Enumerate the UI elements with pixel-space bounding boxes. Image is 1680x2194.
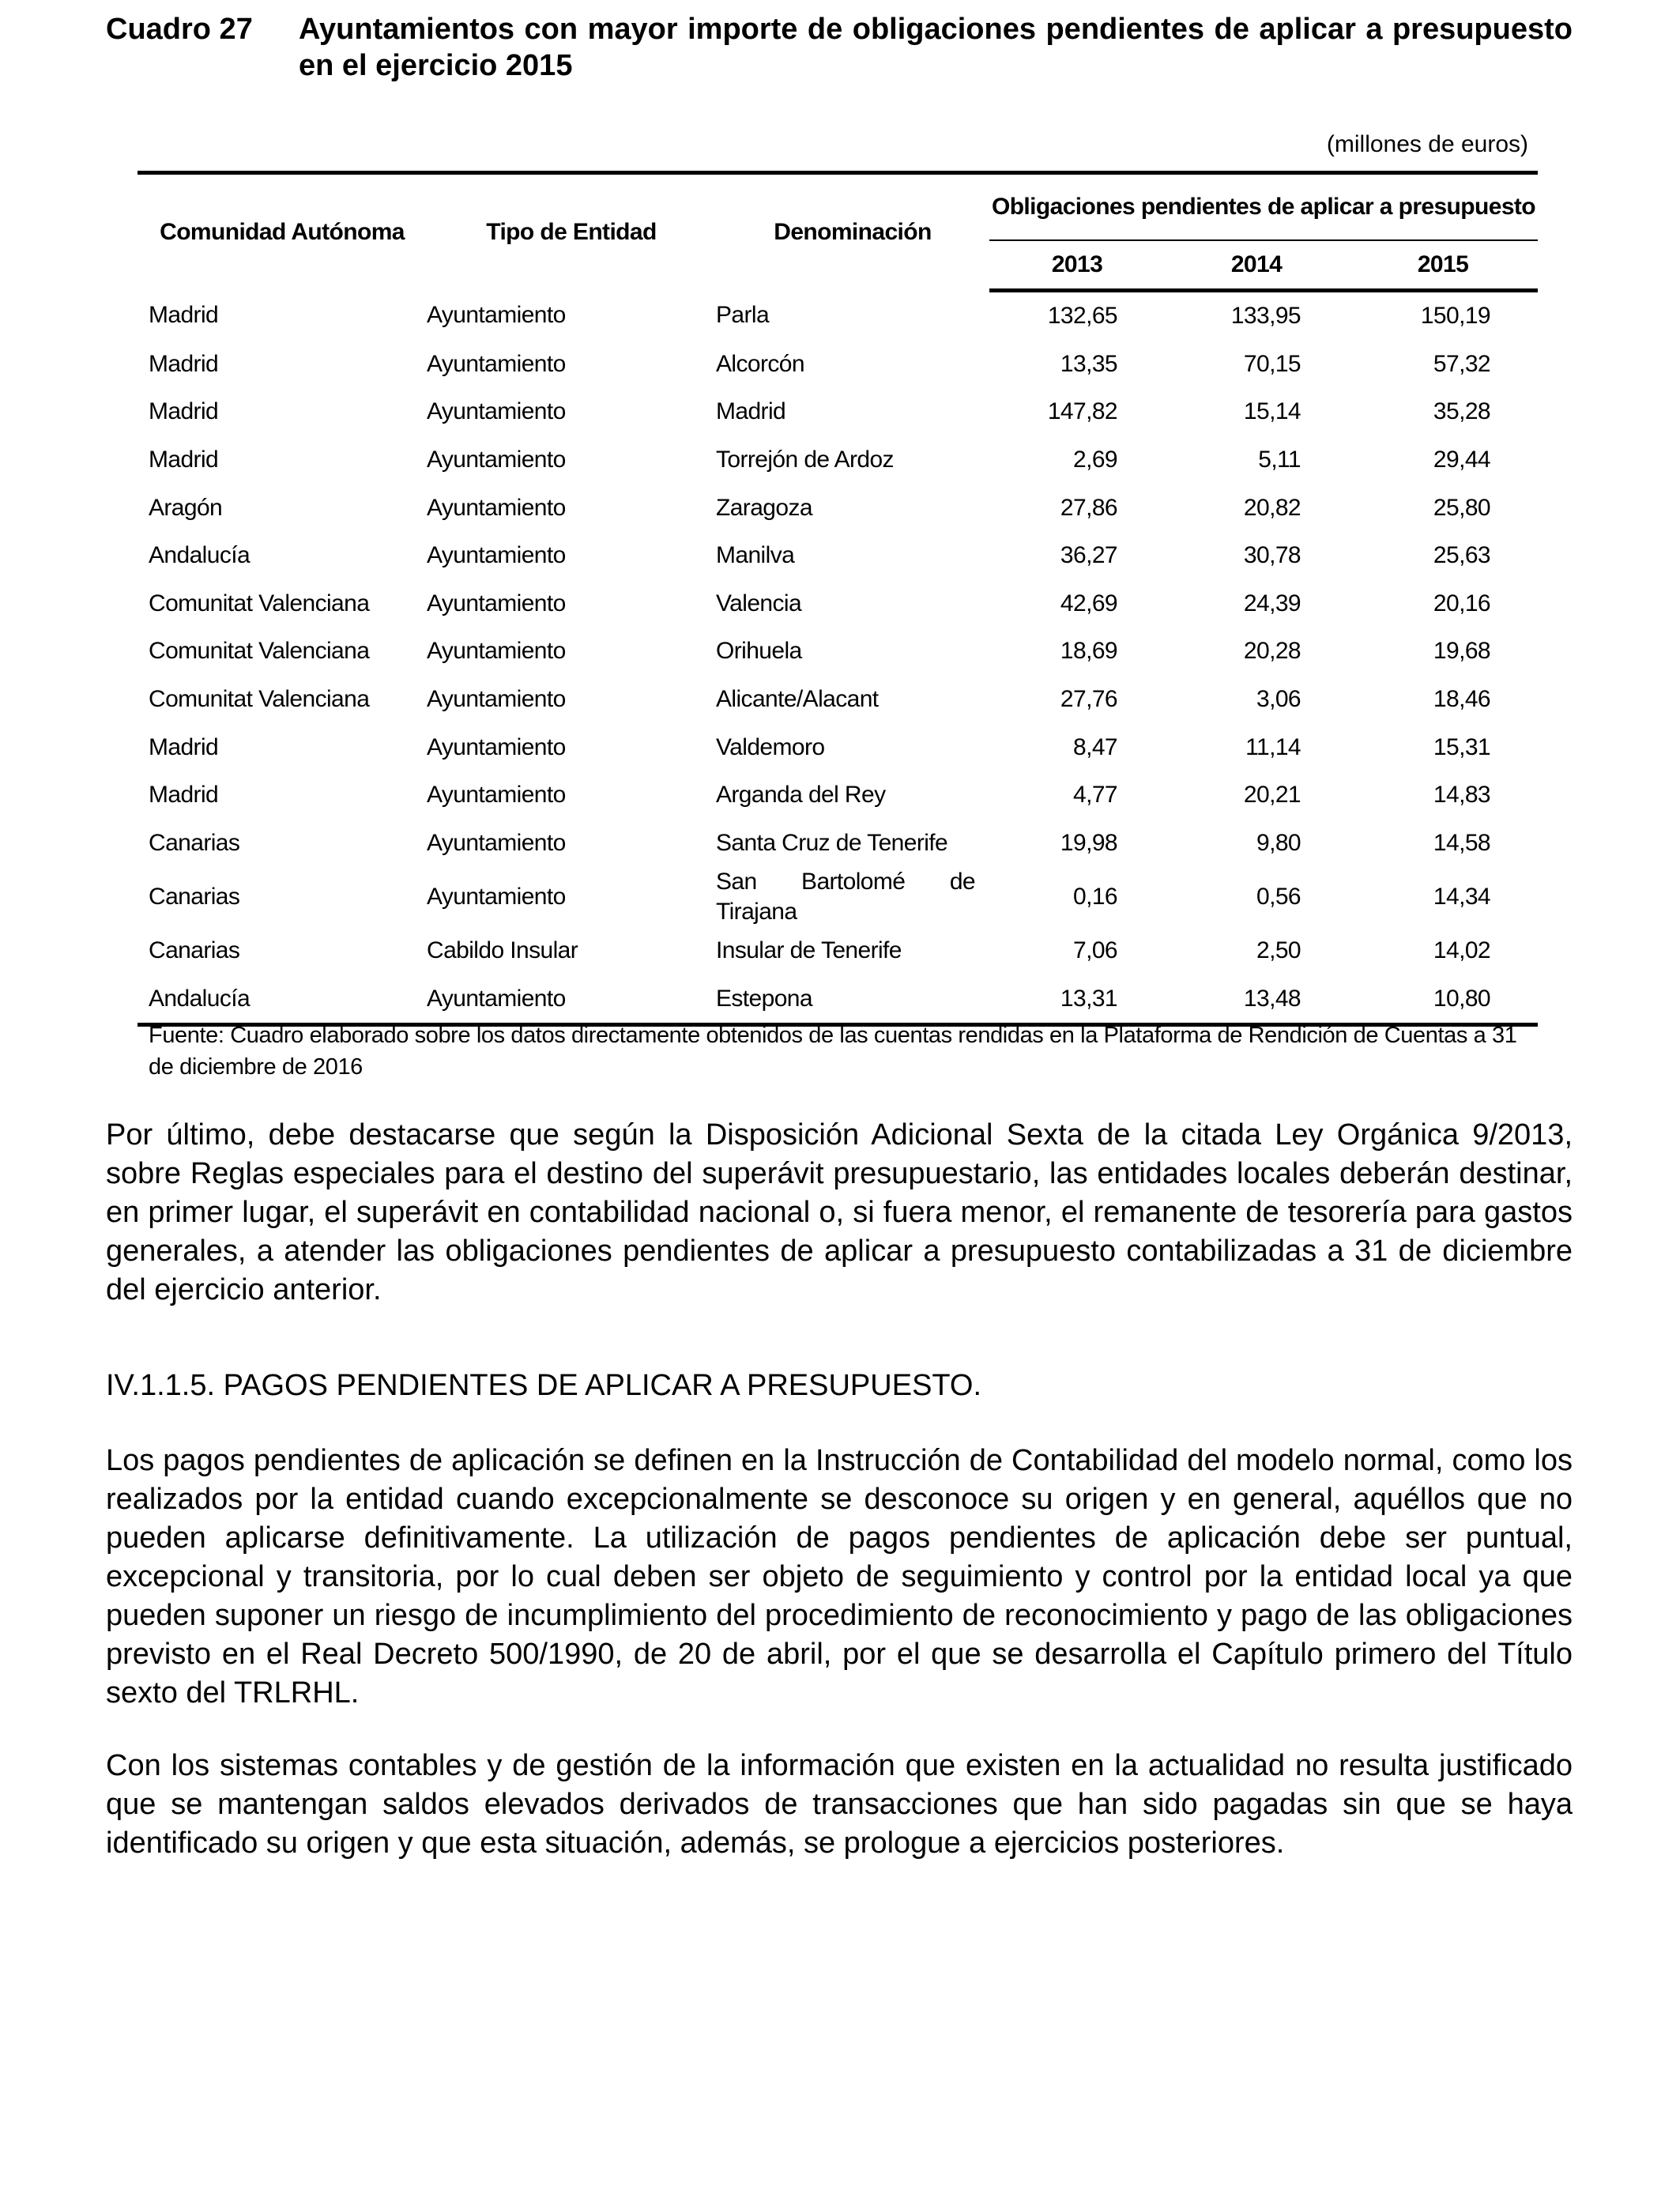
- header-denominacion: Denominación: [716, 173, 989, 291]
- cell-2014: 11,14: [1245, 733, 1301, 760]
- cell-2015: 150,19: [1420, 303, 1490, 330]
- table-row: [137, 723, 1538, 771]
- cell-denominacion: Torrejón de Ardoz: [716, 447, 894, 473]
- table-row: [137, 484, 1538, 532]
- cell-denominacion: Madrid: [716, 398, 786, 425]
- caption-title: Ayuntamientos con mayor importe de obligaciones pendientes de aplicar a presupuesto en el ejercicio 2015: [299, 13, 1573, 82]
- cell-2015: 14,83: [1433, 782, 1490, 809]
- cell-2014: 133,95: [1230, 303, 1301, 330]
- cell-2014: 3,06: [1256, 686, 1301, 713]
- cell-2015: 15,31: [1433, 733, 1490, 760]
- table-row: [137, 291, 1538, 341]
- cell-2015: 57,32: [1433, 350, 1490, 377]
- cell-2015: 20,16: [1433, 590, 1490, 616]
- cell-2015: 29,44: [1433, 447, 1490, 473]
- table-row: [137, 771, 1538, 820]
- cell-2013: 0,16: [1073, 884, 1117, 910]
- cell-denominacion: Alicante/Alacant: [716, 686, 879, 713]
- cell-2014: 20,21: [1243, 782, 1301, 809]
- cell-denominacion: Valencia: [716, 590, 802, 616]
- cell-tipo: Ayuntamiento: [427, 829, 566, 856]
- cell-2013: 18,69: [1060, 638, 1117, 665]
- source-note: Fuente: Cuadro elaborado sobre los datos directamente obtenidos de las cuentas rendidas en la Plataforma de Rendición de Cuentas a 31 de diciembre de 2016: [149, 1023, 1517, 1080]
- cell-tipo: Ayuntamiento: [427, 494, 566, 521]
- cell-2015: 10,80: [1348, 975, 1538, 1025]
- cell-2014: 13,48: [1165, 975, 1348, 1025]
- cell-2014: 20,82: [1243, 494, 1301, 521]
- cell-2015: 14,02: [1433, 937, 1490, 964]
- cell-tipo: Ayuntamiento: [427, 302, 566, 329]
- cell-tipo: Ayuntamiento: [427, 590, 566, 616]
- cell-2013: 27,86: [1060, 494, 1117, 521]
- cell-2015: 14,58: [1433, 829, 1490, 856]
- cell-denominacion: Estepona: [716, 975, 989, 1025]
- cell-2013: 132,65: [1047, 303, 1117, 330]
- header-year-2015: 2015: [1348, 240, 1538, 291]
- table-row: [137, 676, 1538, 724]
- cell-2014: 0,56: [1256, 884, 1301, 910]
- header-year-2014: 2014: [1165, 240, 1348, 291]
- table-caption: [106, 11, 1573, 84]
- cell-denominacion: Orihuela: [716, 638, 802, 665]
- cell-tipo: Ayuntamiento: [427, 884, 566, 910]
- cell-2013: 2,69: [1073, 447, 1117, 473]
- table-row: [137, 532, 1538, 580]
- cell-comunidad: Madrid: [149, 398, 219, 425]
- cell-denominacion: Zaragoza: [716, 494, 812, 521]
- table-row: [137, 628, 1538, 676]
- cell-comunidad: Comunitat Valenciana: [149, 590, 370, 616]
- cell-comunidad: Andalucía: [149, 542, 250, 569]
- cell-comunidad: Aragón: [149, 494, 223, 521]
- cell-denominacion: Parla: [716, 302, 770, 329]
- cell-2015: 14,34: [1433, 884, 1490, 910]
- paragraph-2: Los pagos pendientes de aplicación se definen en la Instrucción de Contabilidad del modelo normal, como los realizados por la entidad cuando excepcionalmente se desconoce su origen y en general, aquéllos que no pueden aplicarse definitivamente. La utilización de pagos pendientes de aplicación debe ser puntual, excepcional y transitoria, por lo cual deben ser objeto de seguimiento y control por la entidad local ya que pueden suponer un riesgo de incumplimiento del procedimiento de reconocimiento y pago de las obligaciones previsto en el Real Decreto 500/1990, de 20 de abril, por el que se desarrolla el Capítulo primero del Título sexto del TRLRHL.: [106, 1444, 1573, 1710]
- cell-tipo: Ayuntamiento: [427, 638, 566, 665]
- table-row: [137, 820, 1538, 868]
- header-year-2013: 2013: [989, 240, 1165, 291]
- cell-2015: 25,80: [1433, 494, 1490, 521]
- cell-tipo: Ayuntamiento: [427, 975, 716, 1025]
- cell-2014: 2,50: [1256, 937, 1301, 964]
- cell-tipo: Ayuntamiento: [427, 542, 566, 569]
- cell-2014: 5,11: [1258, 447, 1301, 473]
- cell-2014: 15,14: [1243, 398, 1301, 425]
- cell-tipo: Ayuntamiento: [427, 686, 566, 713]
- cell-2013: 7,06: [1073, 937, 1117, 964]
- cell-2014: 20,28: [1243, 638, 1301, 665]
- obligations-table: [137, 171, 1538, 1027]
- cell-denominacion: Valdemoro: [716, 733, 825, 760]
- cell-2013: 19,98: [1060, 829, 1117, 856]
- cell-2014: 24,39: [1243, 590, 1301, 616]
- cell-tipo: Ayuntamiento: [427, 447, 566, 473]
- table-row: [137, 580, 1538, 628]
- cell-2013: 42,69: [1060, 590, 1117, 616]
- cell-comunidad: Canarias: [149, 884, 240, 910]
- cell-comunidad: Madrid: [149, 733, 219, 760]
- cell-denominacion: Manilva: [716, 542, 795, 569]
- header-comunidad: Comunidad Autónoma: [137, 173, 427, 291]
- cell-2013: 36,27: [1060, 542, 1117, 569]
- section-heading: IV.1.1.5. PAGOS PENDIENTES DE APLICAR A PRESUPUESTO.: [106, 1369, 982, 1402]
- table-row: [137, 388, 1538, 436]
- units-note: (millones de euros): [1326, 131, 1528, 157]
- cell-2015: 25,63: [1433, 542, 1490, 569]
- cell-comunidad: Madrid: [149, 350, 219, 377]
- cell-comunidad: Madrid: [149, 782, 219, 809]
- cell-tipo: Ayuntamiento: [427, 350, 566, 377]
- cell-2013: 13,35: [1060, 350, 1117, 377]
- cell-comunidad: Comunitat Valenciana: [149, 638, 370, 665]
- cell-2013: 13,31: [989, 975, 1165, 1025]
- header-group: Obligaciones pendientes de aplicar a presupuesto: [989, 173, 1538, 241]
- cell-denominacion: San Bartolomé de Tirajana: [716, 869, 975, 925]
- header-tipo: Tipo de Entidad: [427, 173, 716, 291]
- table-body: [137, 291, 1538, 1025]
- cell-2013: 27,76: [1060, 686, 1117, 713]
- table-row: [137, 436, 1538, 484]
- cell-denominacion: Insular de Tenerife: [716, 937, 902, 964]
- cell-comunidad: Madrid: [149, 447, 219, 473]
- cell-2015: 18,46: [1433, 686, 1490, 713]
- cell-tipo: Ayuntamiento: [427, 733, 566, 760]
- cell-denominacion: Arganda del Rey: [716, 782, 886, 809]
- cell-comunidad: Madrid: [149, 302, 219, 329]
- cell-2013: 4,77: [1073, 782, 1117, 809]
- cell-2013: 147,82: [1047, 398, 1117, 425]
- cell-denominacion: Santa Cruz de Tenerife: [716, 829, 948, 856]
- caption-number: Cuadro 27: [106, 13, 253, 46]
- cell-2015: 35,28: [1433, 398, 1490, 425]
- paragraph-1: Por último, debe destacarse que según la Disposición Adicional Sexta de la citada Ley Orgánica 9/2013, sobre Reglas especiales para el destino del superávit presupuestario, las entidades locales deberán destinar, en primer lugar, el superávit en contabilidad nacional o, si fuera menor, el remanente de tesorería para gastos generales, a atender las obligaciones pendientes de aplicar a presupuesto contabilizadas a 31 de diciembre del ejercicio anterior.: [106, 1118, 1573, 1306]
- table-row: [137, 867, 1538, 927]
- paragraph-3: Con los sistemas contables y de gestión de la información que existen en la actualidad no resulta justificado que se mantengan saldos elevados derivados de transacciones que han sido pagadas sin que se haya identificado su origen y que esta situación, además, se prologue a ejercicios posteriores.: [106, 1749, 1573, 1860]
- table-row: [137, 341, 1538, 389]
- cell-tipo: Ayuntamiento: [427, 782, 566, 809]
- cell-2014: 70,15: [1243, 350, 1301, 377]
- cell-comunidad: Comunitat Valenciana: [149, 686, 370, 713]
- cell-comunidad: Canarias: [149, 937, 240, 964]
- cell-denominacion: Alcorcón: [716, 350, 804, 377]
- cell-tipo: Ayuntamiento: [427, 398, 566, 425]
- table-row: [137, 927, 1538, 975]
- cell-2014: 9,80: [1256, 829, 1301, 856]
- table-row: [137, 975, 1538, 1025]
- cell-2013: 8,47: [1073, 733, 1117, 760]
- cell-tipo: Cabildo Insular: [427, 937, 578, 964]
- cell-comunidad: Andalucía: [137, 975, 427, 1025]
- cell-2015: 19,68: [1433, 638, 1490, 665]
- cell-2014: 30,78: [1243, 542, 1301, 569]
- cell-comunidad: Canarias: [149, 829, 240, 856]
